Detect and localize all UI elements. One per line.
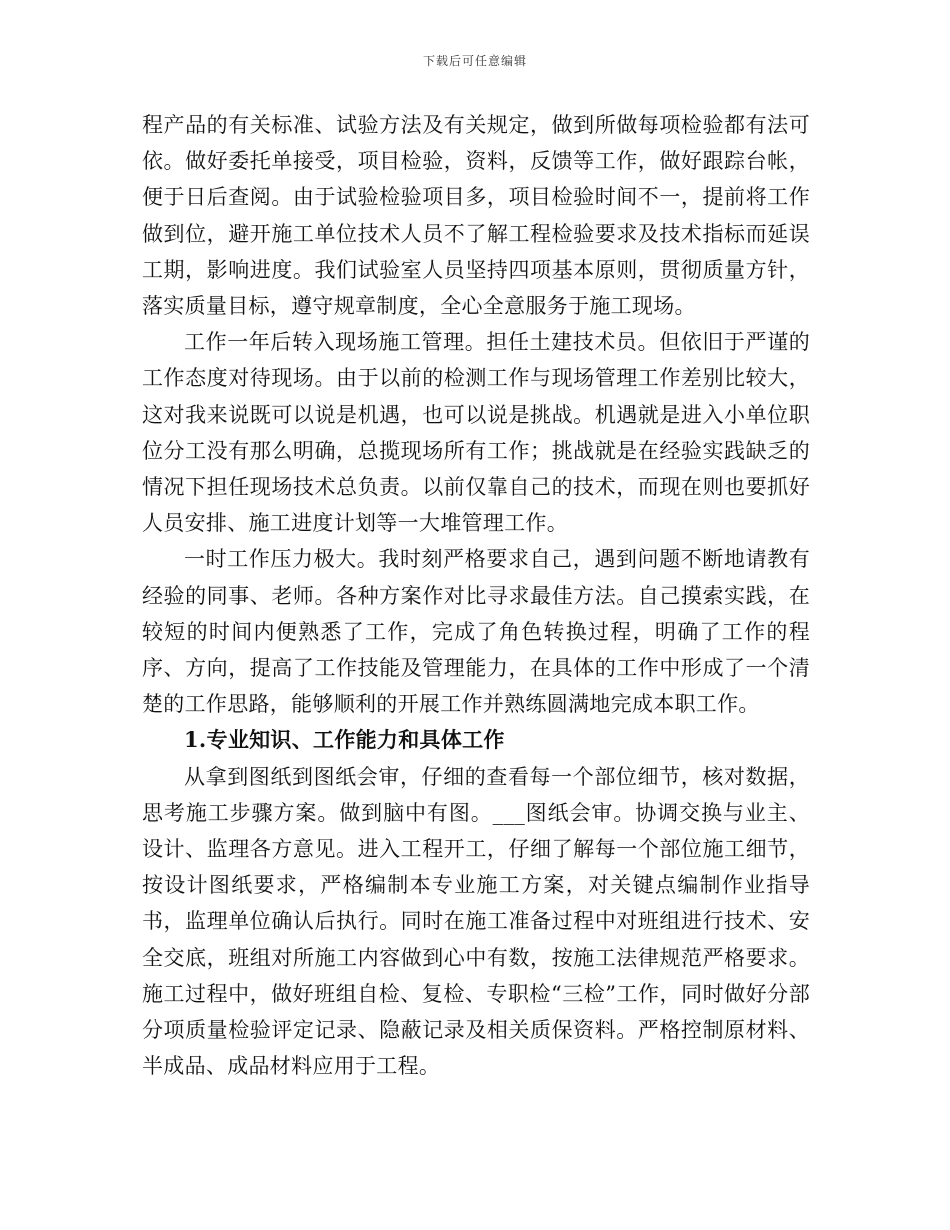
paragraph-continued: 程产品的有关标准、试验方法及有关规定，做到所做每项检验都有法可依。做好委托单接受，项目检验，资料，反馈等工作，做好跟踪台帐，便于日后查阅。由于试验检验项目多，项目检验时间不一，提前将工作做到位，避开施工单位技术人员不了解工程检验要求及技术指标而延误工期，影响进度。我们试验室人员坚持四项基本原则，贯彻质量方针，落实质量目标，遵守规章制度，全心全意服务于施工现场。 — [142, 113, 810, 319]
paragraph-work-pressure: 一时工作压力极大。我时刻严格要求自己，遇到问题不断地请教有经验的同事、老师。各种方案作对比寻求最佳方法。自己摸索实践，在较短的时间内便熟悉了工作，完成了角色转换过程，明确了工作的程序、方向，提高了工作技能及管理能力，在具体的工作中形成了一个清楚的工作思路，能够顺利的开展工作并熟练圆满地完成本职工作。 — [142, 547, 810, 717]
page-header: 下载后可任意编辑 — [422, 54, 527, 68]
section-heading: 1.专业知识、工作能力和具体工作 — [184, 727, 505, 753]
document-body — [142, 107, 810, 1084]
paragraph-drawings-review: 从拿到图纸到图纸会审，仔细的查看每一个部位细节，核对数据，思考施工步骤方案。做到脑中有图。___图纸会审。协调交换与业主、设计、监理各方意见。进入工程开工，仔细了解每一个部位施工细节，按设计图纸要求，严格编制本专业施工方案，对关键点编制作业指导书，监理单位确认后执行。同时在施工准备过程中对班组进行技术、安全交底，班组对所施工内容做到心中有数，按施工法律规范严格要求。施工过程中，做好班组自检、复检、专职检“三检”工作，同时做好分部分项质量检验评定记录、隐蔽记录及相关质保资料。严格控制原材料、半成品、成品材料应用于工程。 — [142, 764, 810, 1079]
paragraph-site-management: 工作一年后转入现场施工管理。担任土建技术员。但依旧于严谨的工作态度对待现场。由于以前的检测工作与现场管理工作差别比较大，这对我来说既可以说是机遇，也可以说是挑战。机遇就是进入小单位职位分工没有那么明确，总揽现场所有工作；挑战就是在经验实践缺乏的情况下担任现场技术总负责。以前仅靠自己的技术，而现在则也要抓好人员安排、施工进度计划等一大堆管理工作。 — [142, 330, 810, 536]
